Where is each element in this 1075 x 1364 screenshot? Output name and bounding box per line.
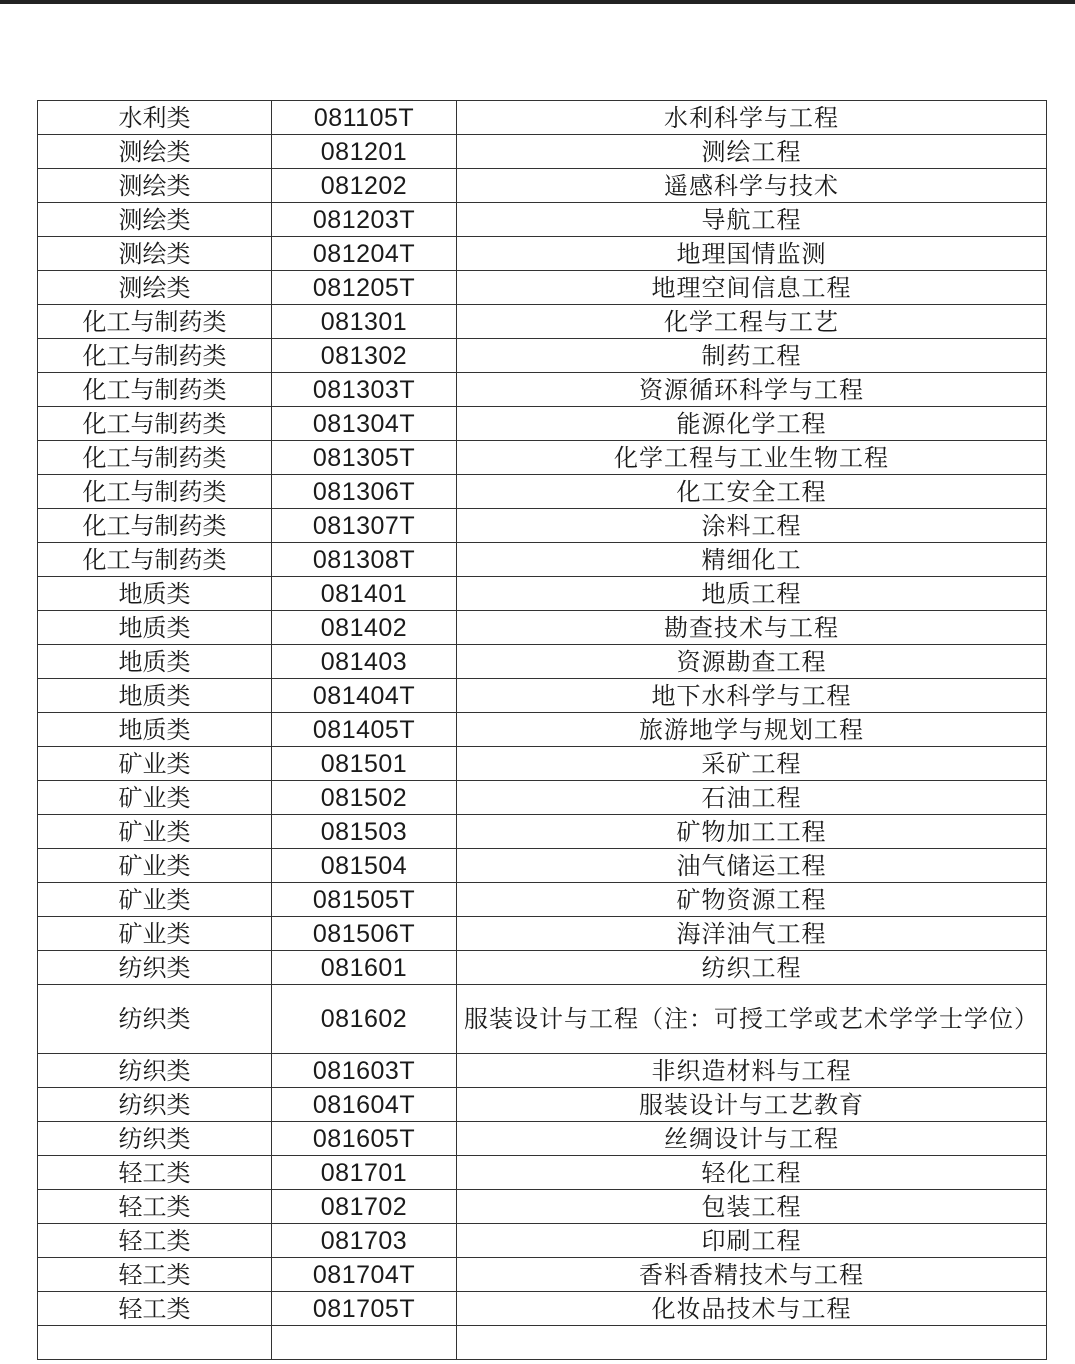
code-cell: 081605T xyxy=(272,1122,457,1156)
cutoff-cell xyxy=(38,1326,272,1360)
category-cell: 水利类 xyxy=(38,101,272,135)
table-row xyxy=(38,339,1047,373)
major-cell: 矿物加工工程 xyxy=(457,815,1047,849)
category-cell: 化工与制药类 xyxy=(38,339,272,373)
code-cell: 081202 xyxy=(272,169,457,203)
code-cell: 081301 xyxy=(272,305,457,339)
table-row xyxy=(38,305,1047,339)
category-cell: 测绘类 xyxy=(38,237,272,271)
code-cell: 081303T xyxy=(272,373,457,407)
table-row xyxy=(38,509,1047,543)
code-cell: 081504 xyxy=(272,849,457,883)
category-cell: 化工与制药类 xyxy=(38,509,272,543)
major-cell: 纺织工程 xyxy=(457,951,1047,985)
code-cell: 081602 xyxy=(272,985,457,1054)
table-row xyxy=(38,271,1047,305)
major-cell: 化妆品技术与工程 xyxy=(457,1292,1047,1326)
major-cell: 资源勘查工程 xyxy=(457,645,1047,679)
code-cell: 081404T xyxy=(272,679,457,713)
table-row xyxy=(38,441,1047,475)
category-cell: 地质类 xyxy=(38,645,272,679)
major-cell: 服装设计与工程（注：可授工学或艺术学学士学位） xyxy=(457,985,1047,1054)
major-cell: 油气储运工程 xyxy=(457,849,1047,883)
category-cell: 化工与制药类 xyxy=(38,441,272,475)
major-cell: 水利科学与工程 xyxy=(457,101,1047,135)
major-cell: 资源循环科学与工程 xyxy=(457,373,1047,407)
major-cell: 地下水科学与工程 xyxy=(457,679,1047,713)
table-row xyxy=(38,1258,1047,1292)
top-edge-bar xyxy=(0,0,1075,4)
category-cell: 化工与制药类 xyxy=(38,543,272,577)
major-cell: 化工安全工程 xyxy=(457,475,1047,509)
table-row xyxy=(38,135,1047,169)
table-row xyxy=(38,373,1047,407)
major-cell: 海洋油气工程 xyxy=(457,917,1047,951)
table-row xyxy=(38,883,1047,917)
table-row xyxy=(38,951,1047,985)
table-row xyxy=(38,101,1047,135)
category-cell: 矿业类 xyxy=(38,883,272,917)
table-row xyxy=(38,917,1047,951)
major-cell: 印刷工程 xyxy=(457,1224,1047,1258)
category-cell: 地质类 xyxy=(38,679,272,713)
major-cell: 非织造材料与工程 xyxy=(457,1054,1047,1088)
major-cell: 测绘工程 xyxy=(457,135,1047,169)
major-cell: 香料香精技术与工程 xyxy=(457,1258,1047,1292)
code-cell: 081501 xyxy=(272,747,457,781)
category-cell: 地质类 xyxy=(38,713,272,747)
major-cell: 勘查技术与工程 xyxy=(457,611,1047,645)
code-cell: 081702 xyxy=(272,1190,457,1224)
code-cell: 081304T xyxy=(272,407,457,441)
majors-table xyxy=(37,100,1047,1360)
majors-table-body xyxy=(38,101,1047,1360)
category-cell: 矿业类 xyxy=(38,815,272,849)
major-cell: 地理空间信息工程 xyxy=(457,271,1047,305)
cutoff-cell xyxy=(272,1326,457,1360)
major-cell: 能源化学工程 xyxy=(457,407,1047,441)
table-row xyxy=(38,237,1047,271)
table-row xyxy=(38,747,1047,781)
category-cell: 轻工类 xyxy=(38,1258,272,1292)
major-cell: 涂料工程 xyxy=(457,509,1047,543)
code-cell: 081506T xyxy=(272,917,457,951)
code-cell: 081703 xyxy=(272,1224,457,1258)
code-cell: 081704T xyxy=(272,1258,457,1292)
code-cell: 081403 xyxy=(272,645,457,679)
category-cell: 测绘类 xyxy=(38,169,272,203)
major-cell: 地质工程 xyxy=(457,577,1047,611)
code-cell: 081305T xyxy=(272,441,457,475)
code-cell: 081302 xyxy=(272,339,457,373)
majors-table-container xyxy=(37,100,1043,1360)
table-row xyxy=(38,985,1047,1054)
major-cell: 服装设计与工艺教育 xyxy=(457,1088,1047,1122)
table-row xyxy=(38,203,1047,237)
code-cell: 081401 xyxy=(272,577,457,611)
major-cell: 遥感科学与技术 xyxy=(457,169,1047,203)
category-cell: 测绘类 xyxy=(38,135,272,169)
code-cell: 081705T xyxy=(272,1292,457,1326)
table-row xyxy=(38,407,1047,441)
major-cell: 包装工程 xyxy=(457,1190,1047,1224)
code-cell: 081308T xyxy=(272,543,457,577)
table-row xyxy=(38,577,1047,611)
category-cell: 地质类 xyxy=(38,611,272,645)
category-cell: 化工与制药类 xyxy=(38,373,272,407)
category-cell: 纺织类 xyxy=(38,1054,272,1088)
table-row xyxy=(38,1054,1047,1088)
major-cell: 矿物资源工程 xyxy=(457,883,1047,917)
category-cell: 纺织类 xyxy=(38,1122,272,1156)
category-cell: 纺织类 xyxy=(38,985,272,1054)
code-cell: 081503 xyxy=(272,815,457,849)
table-row xyxy=(38,645,1047,679)
major-cell: 采矿工程 xyxy=(457,747,1047,781)
table-row xyxy=(38,1088,1047,1122)
table-row xyxy=(38,679,1047,713)
table-row xyxy=(38,611,1047,645)
category-cell: 矿业类 xyxy=(38,747,272,781)
code-cell: 081601 xyxy=(272,951,457,985)
code-cell: 081105T xyxy=(272,101,457,135)
category-cell: 测绘类 xyxy=(38,271,272,305)
table-row xyxy=(38,815,1047,849)
code-cell: 081701 xyxy=(272,1156,457,1190)
category-cell: 纺织类 xyxy=(38,1088,272,1122)
code-cell: 081307T xyxy=(272,509,457,543)
code-cell: 081201 xyxy=(272,135,457,169)
major-cell: 丝绸设计与工程 xyxy=(457,1122,1047,1156)
major-cell: 化学工程与工业生物工程 xyxy=(457,441,1047,475)
code-cell: 081604T xyxy=(272,1088,457,1122)
table-row-cutoff xyxy=(38,1326,1047,1360)
table-row xyxy=(38,849,1047,883)
code-cell: 081306T xyxy=(272,475,457,509)
code-cell: 081405T xyxy=(272,713,457,747)
category-cell: 轻工类 xyxy=(38,1224,272,1258)
table-row xyxy=(38,543,1047,577)
category-cell: 轻工类 xyxy=(38,1156,272,1190)
category-cell: 化工与制药类 xyxy=(38,407,272,441)
major-cell: 化学工程与工艺 xyxy=(457,305,1047,339)
major-cell: 精细化工 xyxy=(457,543,1047,577)
category-cell: 测绘类 xyxy=(38,203,272,237)
major-cell: 制药工程 xyxy=(457,339,1047,373)
category-cell: 轻工类 xyxy=(38,1190,272,1224)
category-cell: 化工与制药类 xyxy=(38,305,272,339)
major-cell: 导航工程 xyxy=(457,203,1047,237)
table-row xyxy=(38,475,1047,509)
code-cell: 081203T xyxy=(272,203,457,237)
category-cell: 轻工类 xyxy=(38,1292,272,1326)
table-row xyxy=(38,1122,1047,1156)
category-cell: 化工与制药类 xyxy=(38,475,272,509)
table-row xyxy=(38,781,1047,815)
table-row xyxy=(38,713,1047,747)
table-row xyxy=(38,1156,1047,1190)
major-cell: 石油工程 xyxy=(457,781,1047,815)
table-row xyxy=(38,1190,1047,1224)
category-cell: 矿业类 xyxy=(38,781,272,815)
category-cell: 矿业类 xyxy=(38,917,272,951)
major-cell: 地理国情监测 xyxy=(457,237,1047,271)
major-cell: 旅游地学与规划工程 xyxy=(457,713,1047,747)
code-cell: 081204T xyxy=(272,237,457,271)
category-cell: 纺织类 xyxy=(38,951,272,985)
code-cell: 081502 xyxy=(272,781,457,815)
table-row xyxy=(38,169,1047,203)
major-cell: 轻化工程 xyxy=(457,1156,1047,1190)
code-cell: 081603T xyxy=(272,1054,457,1088)
category-cell: 矿业类 xyxy=(38,849,272,883)
table-row xyxy=(38,1224,1047,1258)
code-cell: 081402 xyxy=(272,611,457,645)
table-row xyxy=(38,1292,1047,1326)
code-cell: 081205T xyxy=(272,271,457,305)
category-cell: 地质类 xyxy=(38,577,272,611)
code-cell: 081505T xyxy=(272,883,457,917)
cutoff-cell xyxy=(457,1326,1047,1360)
